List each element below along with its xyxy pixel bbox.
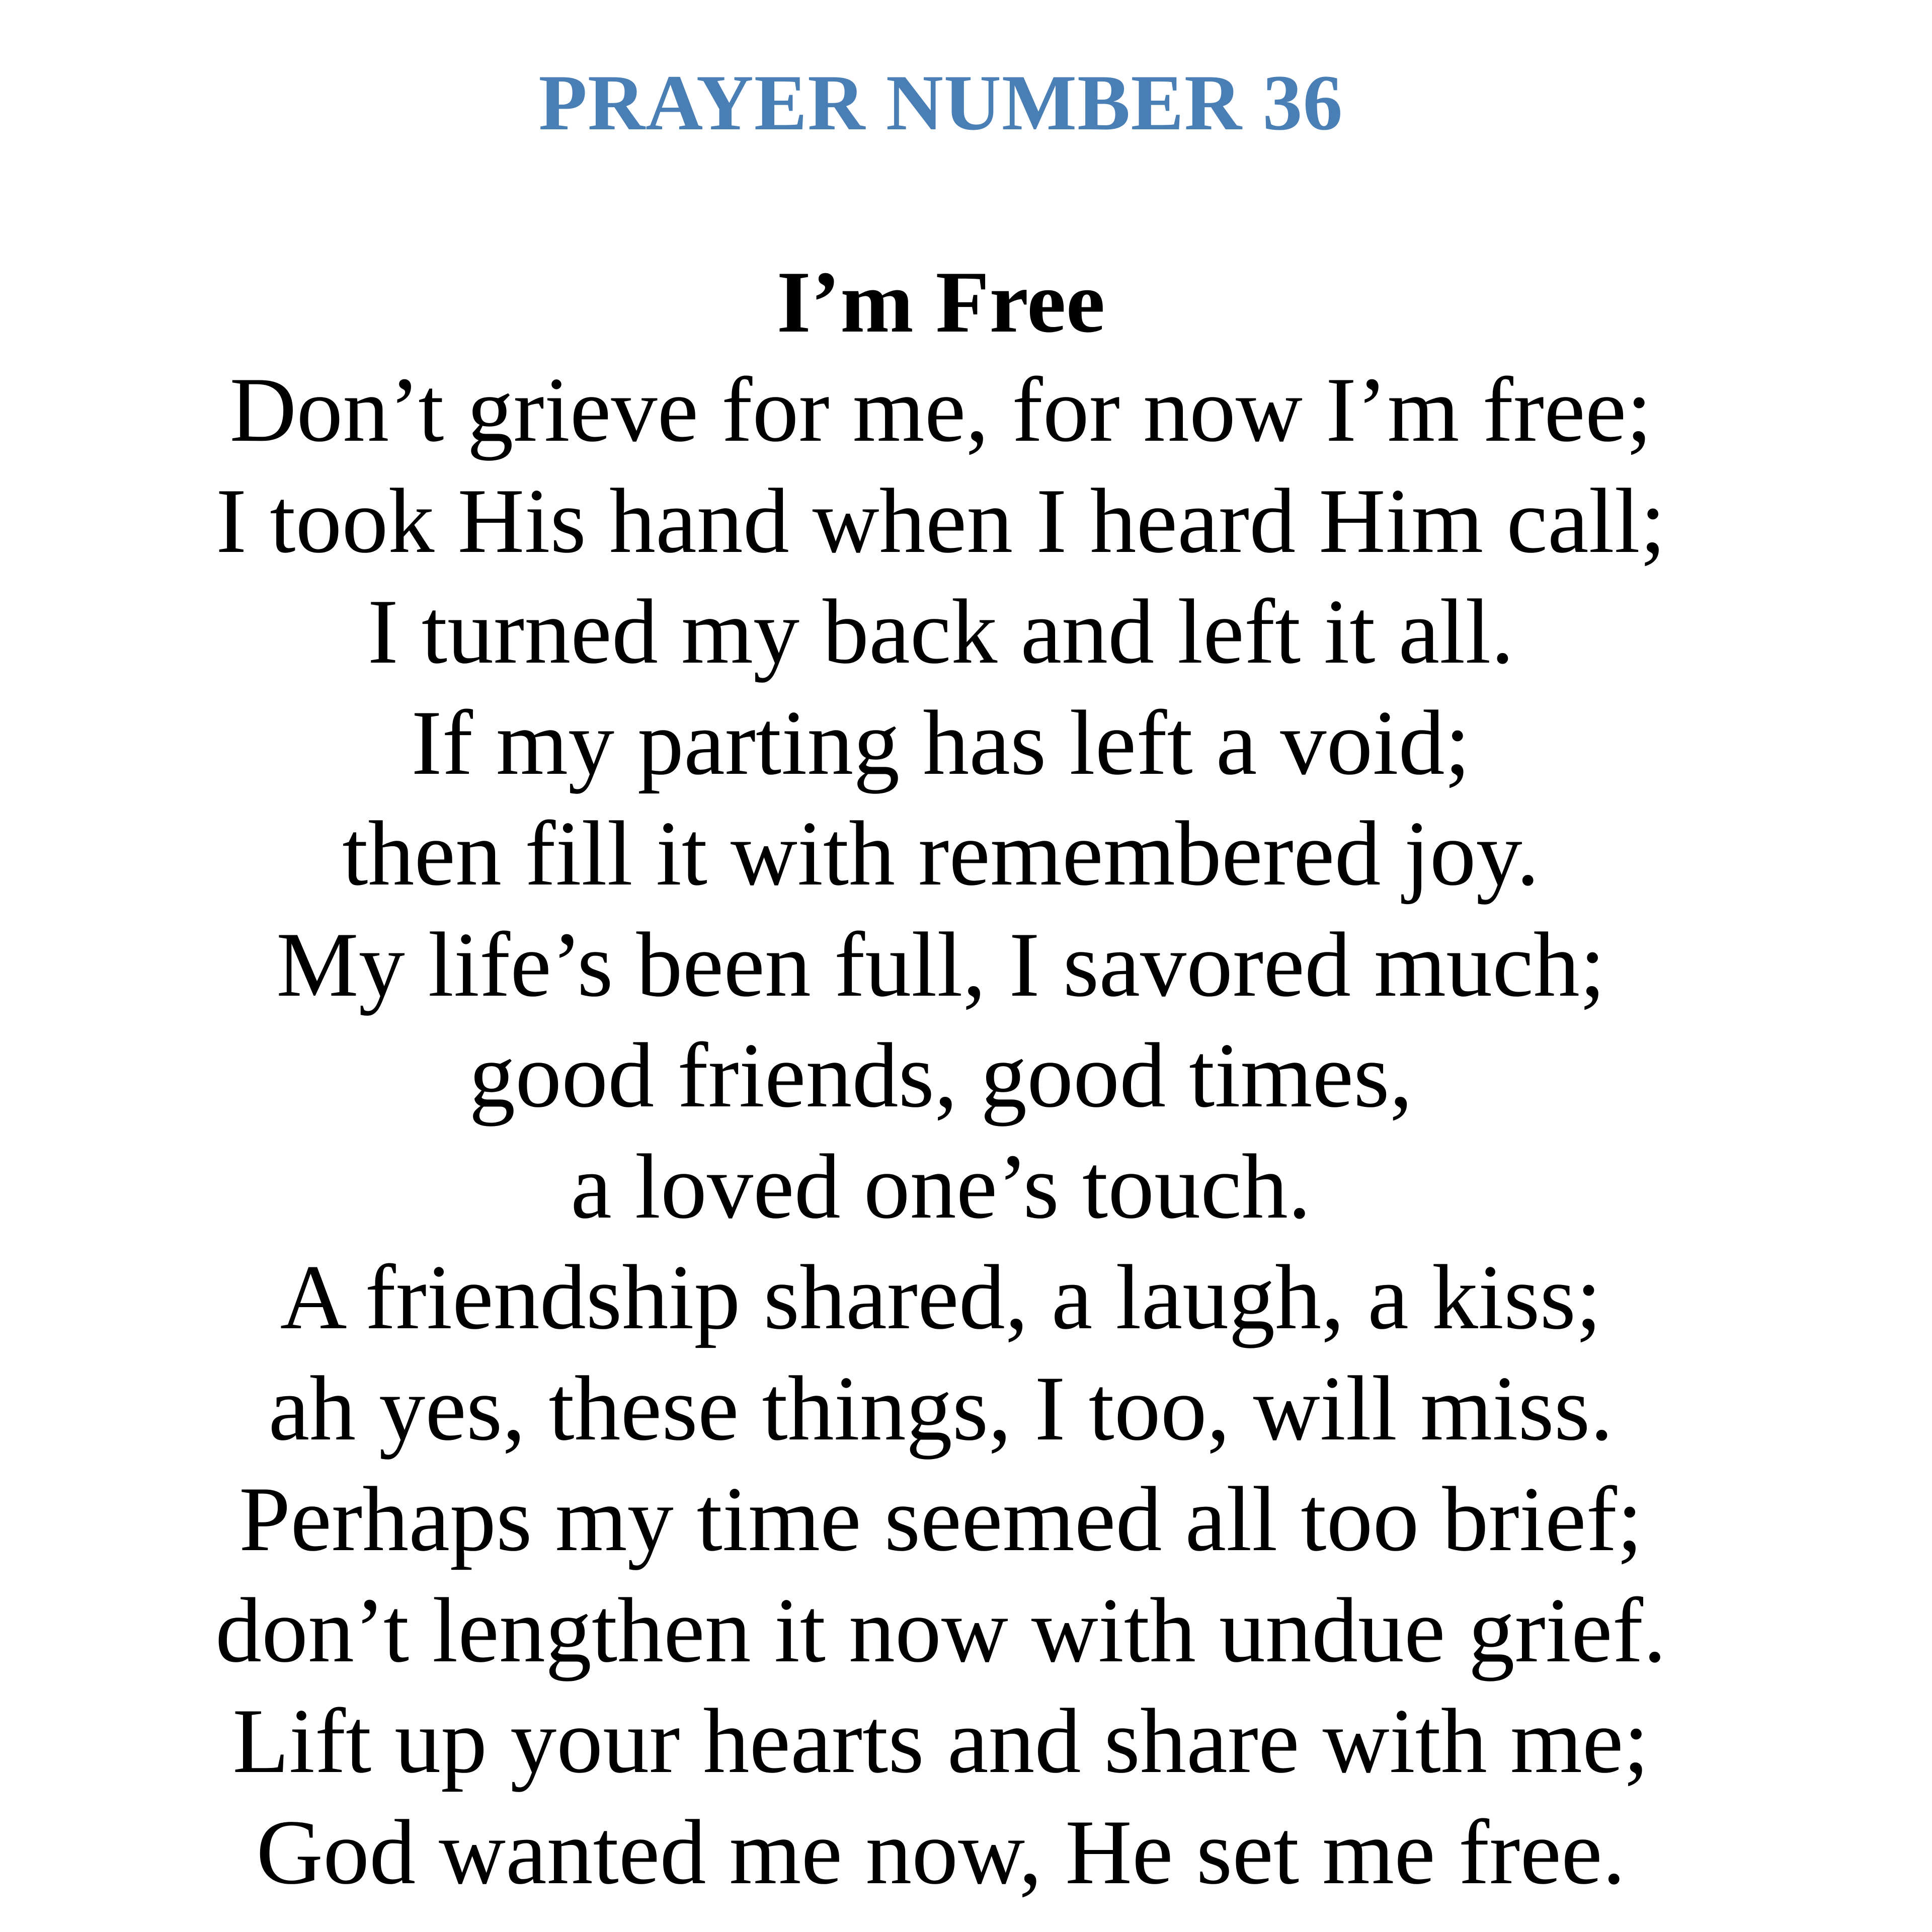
poem-line: Perhaps my time seemed all too brief; xyxy=(239,1468,1643,1570)
poem-line: I took His hand when I heard Him call; xyxy=(216,469,1666,572)
poem-line: A friendship shared, a laugh, a kiss; xyxy=(280,1246,1602,1348)
poem-body xyxy=(0,354,1882,1907)
poem-line: then fill it with remembered joy. xyxy=(342,802,1540,905)
poem-line: don’t lengthen it now with undue grief. xyxy=(215,1578,1666,1681)
poem-line: God wanted me now, He set me free. xyxy=(256,1800,1626,1903)
poem-line: Lift up your hearts and share with me; xyxy=(232,1689,1649,1792)
poem-title: I’m Free xyxy=(776,253,1105,351)
poem-line: Don’t grieve for me, for now I’m free; xyxy=(229,358,1652,461)
poem-line: If my parting has left a void; xyxy=(411,691,1471,794)
poem-line: I turned my back and left it all. xyxy=(367,580,1514,683)
poem-line: ah yes, these things, I too, will miss. xyxy=(268,1356,1614,1460)
poem-line: good friends, good times, xyxy=(469,1024,1413,1126)
poem-line: a loved one’s touch. xyxy=(571,1135,1311,1238)
prayer-number-heading: PRAYER NUMBER 36 xyxy=(538,59,1343,147)
poem-line: My life’s been full, I savored much; xyxy=(276,913,1605,1016)
